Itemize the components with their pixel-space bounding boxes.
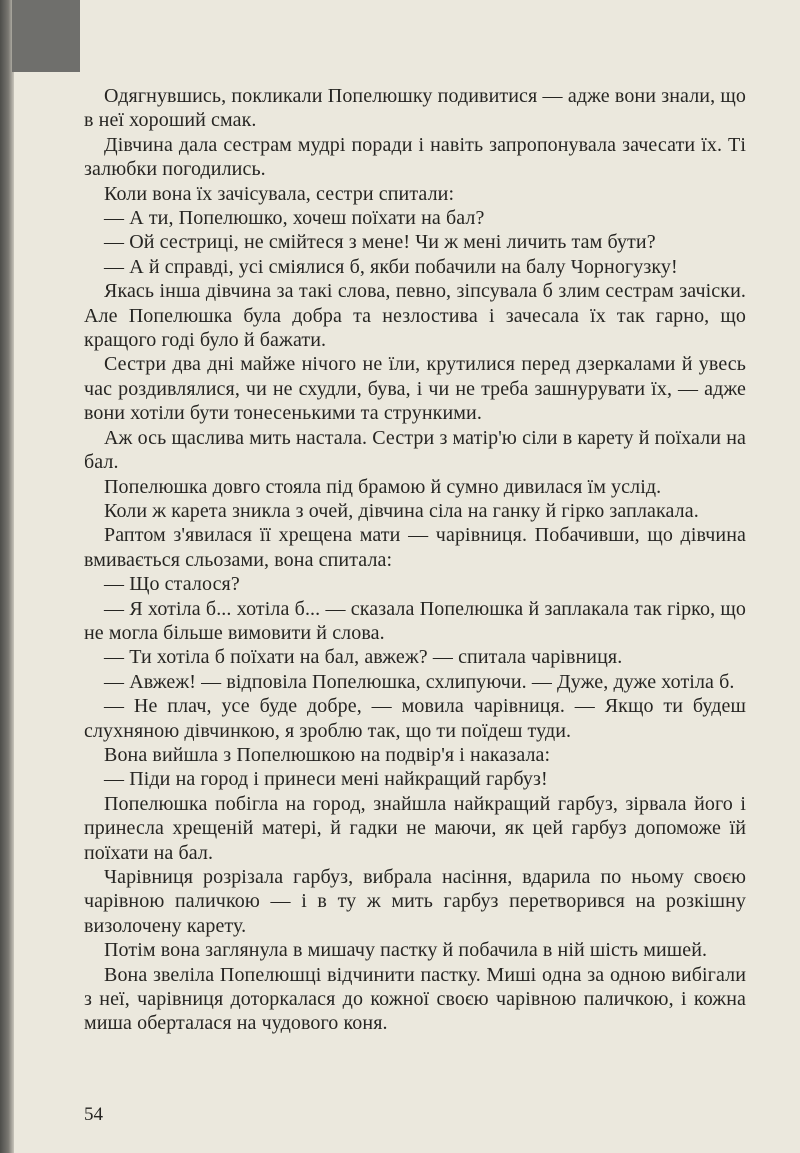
paragraph: — Що сталося? xyxy=(104,573,240,596)
paragraph: — А й справді, усі сміялися б, якби побачили на балу Чорногузку! xyxy=(104,255,678,278)
paragraph: — Не плач, усе буде добре, — мовила чарівниця. — Якщо ти будеш слухняною дівчинкою, я зроблю так, що ти поїдеш туди. xyxy=(84,695,746,742)
paragraph: Дівчина дала сестрам мудрі поради і навіть запропонувала зачесати їх. Ті залюбки погодились. xyxy=(84,133,746,181)
paragraph: Одягнувшись, покликали Попелюшку подивитися — адже вони знали, що в неї хороший смак. xyxy=(84,85,746,132)
paragraph: Якась інша дівчина за такі слова, певно, зіпсувала б злим сестрам зачіски. Але Попелюшка була добра та незлостива і зачесала їх так гарно, що кращого годі було й бажати. xyxy=(84,280,746,352)
paragraph: Потім вона заглянула в мишачу пастку й побачила в ній шість мишей. xyxy=(104,939,708,962)
paragraph: — А ти, Попелюшко, хочеш поїхати на бал? xyxy=(104,207,485,230)
paragraph: Вона звеліла Попелюшці відчинити пастку. Миші одна за одною вибігали з неї, чарівниця доторкалася до кожної своєю чарівною паличкою, і кожна миша оберталася на чудового коня. xyxy=(84,963,746,1035)
paragraph: Попелюшка побігла на город, знайшла найкращий гарбуз, зірвала його і принесла хрещеній матері, й гадки не маючи, як цей гарбуз допоможе їй поїхати на бал. xyxy=(84,792,746,864)
paragraph: Вона вийшла з Попелюшкою на подвір'я і наказала: xyxy=(104,743,551,766)
paragraph: Чарівниця розрізала гарбуз, вибрала насіння, вдарила по ньому своєю чарівною паличкою — і в ту ж мить гарбуз перетворився на розкішну визолочену карету. xyxy=(84,866,746,937)
paragraph: — Авжеж! — відповіла Попелюшка, схлипуючи. — Дуже, дуже хотіла б. xyxy=(104,670,735,693)
book-spine-shadow xyxy=(0,0,14,1153)
paragraph: Коли вона їх зачісувала, сестри спитали: xyxy=(104,182,455,205)
story-text xyxy=(84,84,746,1036)
paragraph: Раптом з'явилася її хрещена мати — чарівниця. Побачивши, що дівчина вмивається сльозами, вона спитала: xyxy=(84,524,746,571)
corner-tab xyxy=(12,0,80,72)
paragraph: — Ой сестриці, не смійтеся з мене! Чи ж мені личить там бути? xyxy=(104,231,656,254)
paragraph: Аж ось щаслива мить настала. Сестри з матір'ю сіли в карету й поїхали на бал. xyxy=(84,426,746,474)
paragraph: Коли ж карета зникла з очей, дівчина сіла на ганку й гірко заплакала. xyxy=(104,499,699,522)
paragraph: — Я хотіла б... хотіла б... — сказала Попелюшка й заплакала так гірко, що не могла більше вимовити й слова. xyxy=(84,597,746,644)
paragraph: — Піди на город і принеси мені найкращий гарбуз! xyxy=(104,768,548,791)
paragraph: — Ти хотіла б поїхати на бал, авжеж? — спитала чарівниця. xyxy=(104,646,623,669)
page-number: 54 xyxy=(84,1104,103,1125)
paragraph: Попелюшка довго стояла під брамою й сумно дивилася їм услід. xyxy=(104,475,662,498)
paragraph: Сестри два дні майже нічого не їли, крутилися перед дзеркалами й увесь час роздивлялися, чи не схудли, бува, і чи не треба зашнурувати їх, — адже вони хотіли бути тонесенькими та стрункими. xyxy=(84,353,746,425)
